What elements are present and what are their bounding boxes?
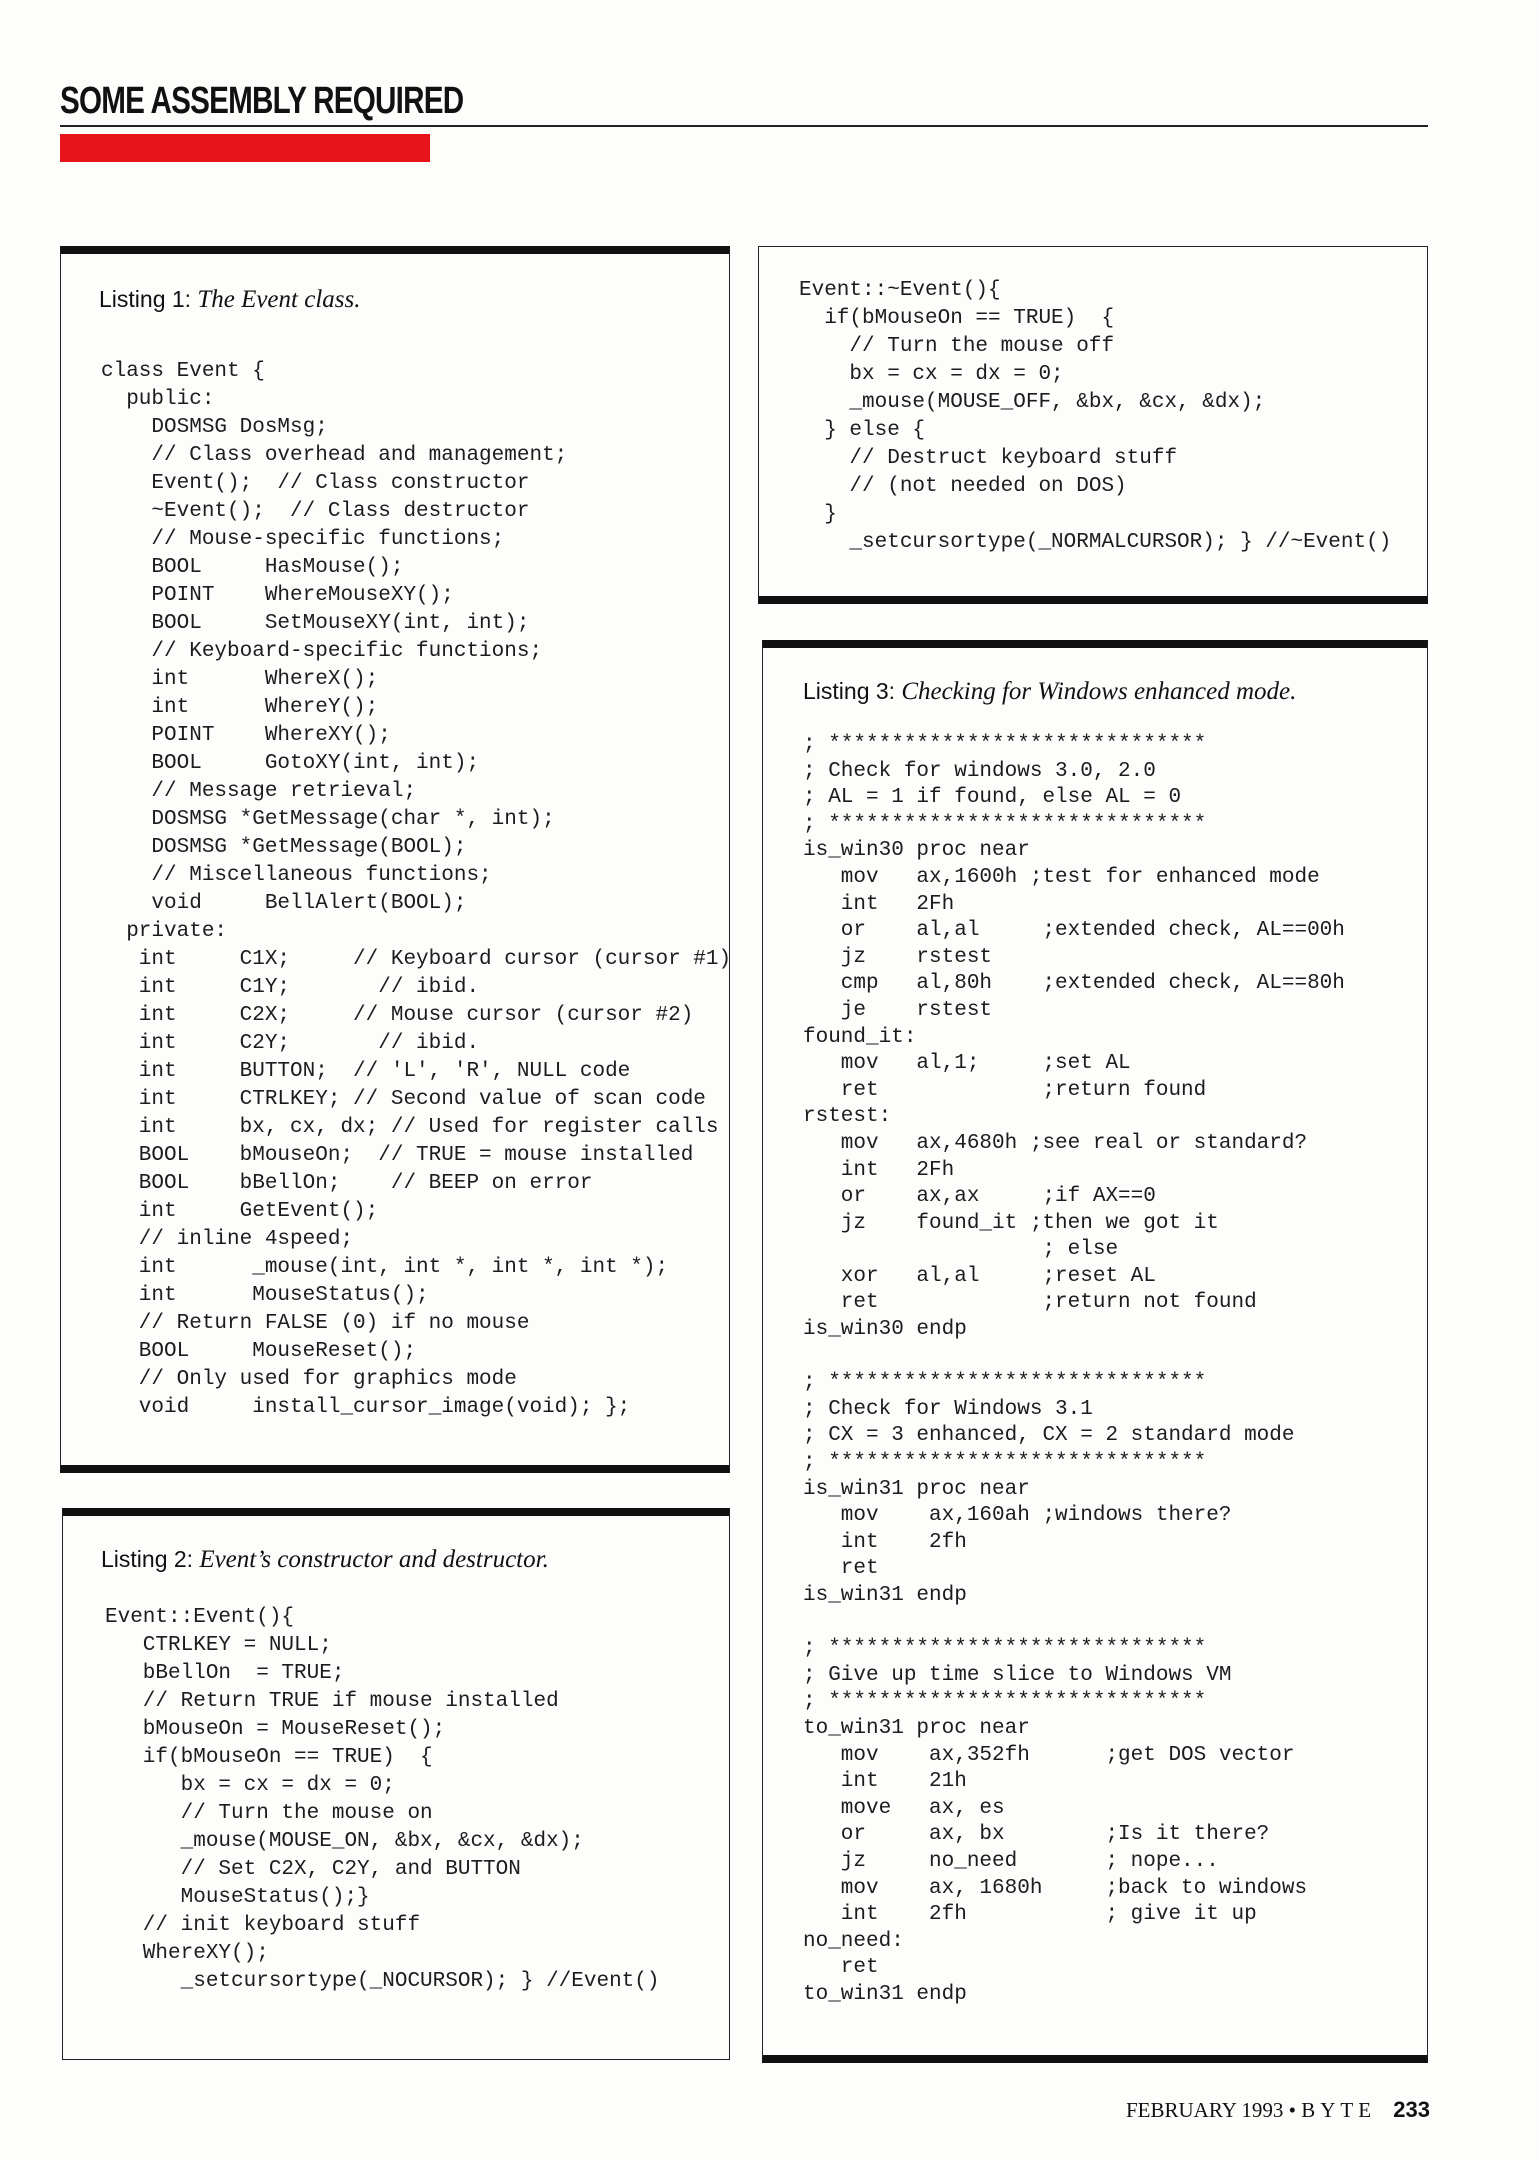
page-number: 233 bbox=[1393, 2097, 1430, 2122]
listing-2-number: Listing 2: bbox=[101, 1546, 194, 1572]
destructor-box bbox=[758, 246, 1428, 604]
listing-1-code: class Event { public: DOSMSG DosMsg; // Class overhead and management; Event(); // Class constructor ~Event(); // Class destructor // Mouse-specific functions; BOOL HasMouse(); POINT WhereMouseXY(); BOOL SetMouseXY(int, int); // Keyboard-specific functions; int WhereX(); int WhereY(); POINT WhereXY(); BOOL GotoXY(int, int); // Message retrieval; DOSMSG *GetMessage(char *, int); DOSMSG *GetMessage(BOOL); // Miscellaneous functions; void BellAlert(BOOL); private: int C1X; // Keyboard cursor (cursor #1) int C1Y; // ibid. int C2X; // Mouse cursor (cursor #2) int C2Y; // ibid. int BUTTON; // 'L', 'R', NULL code int CTRLKEY; // Second value of scan code int bx, cx, dx; // Used for register calls BOOL bMouseOn; // TRUE = mouse installed BOOL bBellOn; // BEEP on error int GetEvent(); // inline 4speed; int _mouse(int, int *, int *, int *); int MouseStatus(); // Return FALSE (0) if no mouse BOOL MouseReset(); // Only used for graphics mode void install_cursor_image(void); }; bbox=[101, 360, 732, 1419]
listing-1-box bbox=[60, 246, 730, 1473]
footer-magazine: BYTE bbox=[1301, 2098, 1377, 2122]
listing-1-number: Listing 1: bbox=[99, 286, 192, 312]
listing-3-box bbox=[762, 640, 1428, 2063]
listing-2-code: Event::Event(){ CTRLKEY = NULL; bBellOn = TRUE; // Return TRUE if mouse installed bMouseOn = MouseReset(); if(bMouseOn == TRUE) { bx = cx = dx = 0; // Turn the mouse on _mouse(MOUSE_ON, &bx, &cx, &dx); // Set C2X, C2Y, and BUTTON MouseStatus();} // init keyboard stuff WhereXY(); _setcursortype(_NOCURSOR); } //Event() bbox=[105, 1606, 660, 1993]
header-title: SOME ASSEMBLY REQUIRED bbox=[60, 80, 464, 122]
footer-date: FEBRUARY 1993 • bbox=[1126, 2098, 1296, 2122]
listing-1-title bbox=[99, 286, 360, 314]
listing-3-caption: Checking for Windows enhanced mode. bbox=[901, 678, 1297, 705]
listing-3-title bbox=[803, 678, 1296, 706]
listing-3-code: ; ****************************** ; Check for windows 3.0, 2.0 ; AL = 1 if found, else AL = 0 ; ****************************** is_win30 proc near mov ax,1600h ;test for enhanced mode int 2Fh or al,al ;extended check, AL==00h jz rstest cmp al,80h ;extended check, AL==80h je rstest found_it: mov al,1; ;set AL ret ;return found rstest: mov ax,4680h ;see real or standard? int 2Fh or ax,ax ;if AX==0 jz found_it ;then we got it ; else xor al,al ;reset AL ret ;return not found is_win30 endp ; ****************************** ; Check for Windows 3.1 ; CX = 3 enhanced, CX = 2 standard mode ; ****************************** is_win31 proc near mov ax,160ah ;windows there? int 2fh ret is_win31 endp ; ****************************** ; Give up time slice to Windows VM ; ****************************** to_win31 proc near mov ax,352fh ;get DOS vector int 21h move ax, es or ax, bx ;Is it there? jz no_need ; nope... mov ax, 1680h ;back to windows int 2fh ; give it up no_need: ret to_win31 endp bbox=[803, 733, 1345, 2006]
listing-3-number: Listing 3: bbox=[803, 678, 896, 704]
header-rule bbox=[60, 125, 1428, 127]
listing-1-caption: The Event class. bbox=[197, 286, 361, 313]
section-color-bar bbox=[60, 134, 430, 162]
listing-2-caption: Event’s constructor and destructor. bbox=[199, 1546, 549, 1573]
destructor-code: Event::~Event(){ if(bMouseOn == TRUE) { // Turn the mouse off bx = cx = dx = 0; _mouse(MOUSE_OFF, &bx, &cx, &dx); } else { // Destruct keyboard stuff // (not needed on DOS) } _setcursortype(_NORMALCURSOR); } //~Event() bbox=[799, 279, 1392, 554]
page-footer bbox=[1126, 2097, 1430, 2123]
listing-2-title bbox=[101, 1546, 549, 1574]
listing-2-box bbox=[62, 1508, 730, 2060]
